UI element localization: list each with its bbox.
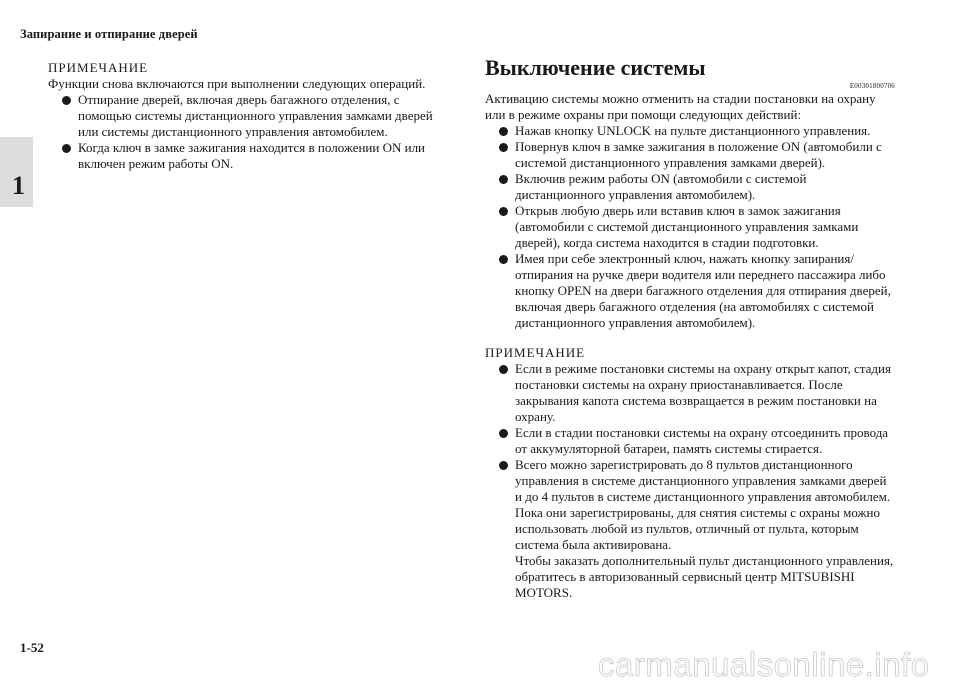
note-continuation: Пока они зарегистрированы, для снятия системы с охраны можно использовать любой из пультов, отличный от пульта, которым система была активирована. <box>515 505 880 552</box>
section-code: E00301800706 <box>849 82 895 90</box>
section-intro: Активацию системы можно отменить на стадии постановки на охрану или в режиме охраны при помощи следующих действий: <box>485 91 876 122</box>
bullet-icon <box>499 461 508 470</box>
note-heading: ПРИМЕЧАНИЕ <box>485 345 586 360</box>
note-list <box>48 92 453 172</box>
list-item-text: Нажав кнопку UNLOCK на пульте дистанционного управления. <box>515 123 871 138</box>
list-item <box>485 361 895 425</box>
list-item <box>485 251 895 331</box>
list-item <box>48 140 453 172</box>
list-item-text: Отпирание дверей, включая дверь багажного отделения, с помощью системы дистанционного управления замками дверей или системы дистанционного управления автомобилем. <box>78 92 433 139</box>
list-item <box>485 425 895 457</box>
list-item <box>48 92 453 140</box>
bullet-icon <box>499 207 508 216</box>
page-number: 1-52 <box>20 640 44 655</box>
list-item <box>485 171 895 203</box>
list-item <box>485 139 895 171</box>
list-item-text: Открыв любую дверь или вставив ключ в замок зажигания (автомобили с системой дистанционного управления замками дверей), когда система находится в стадии подготовки. <box>515 203 859 250</box>
bullet-icon <box>499 175 508 184</box>
list-item-text: Если в режиме постановки системы на охрану открыт капот, стадия постановки системы на охрану приостанавливается. После закрывания капота система возвращается в режим постановки на охрану. <box>515 361 891 424</box>
list-item-text: Если в стадии постановки системы на охрану отсоединить провода от аккумуляторной батареи, память системы стирается. <box>515 425 889 456</box>
note-intro: Функции снова включаются при выполнении следующих операций. <box>48 76 426 91</box>
page-header: Запирание и отпирание дверей <box>20 27 198 41</box>
bullet-icon <box>499 143 508 152</box>
right-column <box>485 55 895 601</box>
bullet-icon <box>499 127 508 136</box>
section-title: Выключение системы <box>485 55 706 80</box>
note-list <box>485 361 895 601</box>
chapter-number: 1 <box>12 171 25 200</box>
bullet-icon <box>62 96 71 105</box>
list-item-text: Включив режим работы ON (автомобили с системой дистанционного управления автомобилем). <box>515 171 807 202</box>
bullet-icon <box>499 255 508 264</box>
note-heading: ПРИМЕЧАНИЕ <box>48 60 149 75</box>
watermark: carmanualsonline.info <box>598 646 930 683</box>
note-continuation: Чтобы заказать дополнительный пульт дистанционного управления, обратитесь в авторизованный сервисный центр MITSUBISHI MOTORS. <box>515 553 894 600</box>
list-item-text: Всего можно зарегистрировать до 8 пультов дистанционного управления в системе дистанционного управления замками дверей и до 4 пультов в системе дистанционного управления автомобилем. <box>515 457 891 504</box>
list-item-text: Имея при себе электронный ключ, нажать кнопку запирания/отпирания на ручке двери водителя или переднего пассажира либо кнопку OPEN на двери багажного отделения для отпирания дверей, включая дверь багажного отделения (на автомобилях с системой дистанционного управления автомобилем). <box>515 251 891 330</box>
bullet-icon <box>499 365 508 374</box>
list-item <box>485 123 895 139</box>
bullet-icon <box>62 144 71 153</box>
list-item <box>485 203 895 251</box>
list-item-text: Повернув ключ в замке зажигания в положение ON (автомобили с системой дистанционного управления замками дверей). <box>515 139 882 170</box>
bullet-icon <box>499 429 508 438</box>
list-item-text: Когда ключ в замке зажигания находится в положении ON или включен режим работы ON. <box>78 140 426 171</box>
section-list <box>485 123 895 331</box>
left-column <box>48 60 453 172</box>
list-item <box>485 457 895 601</box>
